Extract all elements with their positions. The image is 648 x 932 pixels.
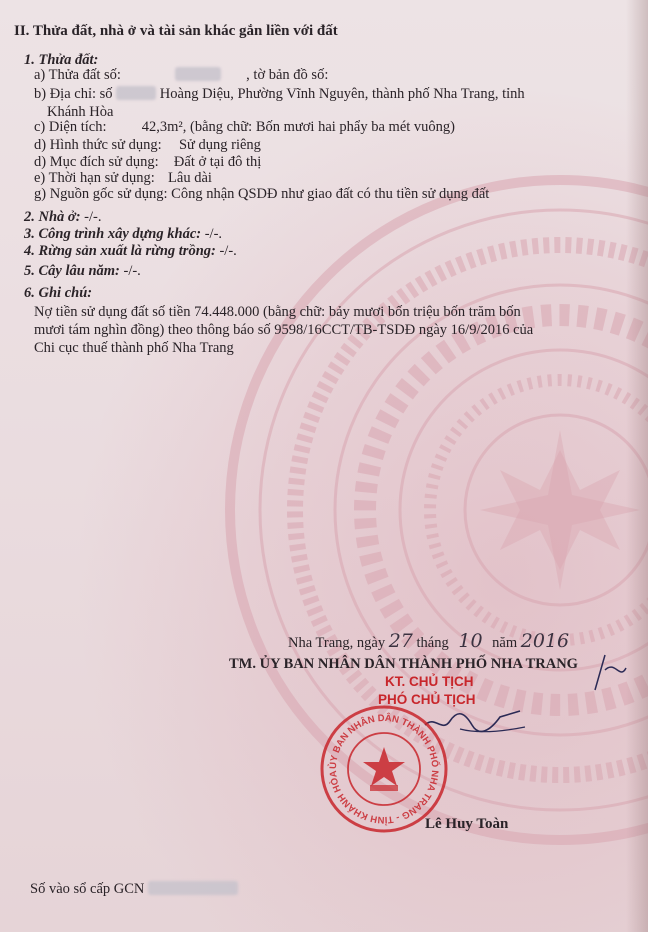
area-row	[34, 118, 455, 136]
signer-name: Lê Huy Toàn	[425, 816, 509, 832]
date-day: 27	[388, 630, 413, 652]
seal-text: ỦY BAN NHÂN DÂN THÀNH PHỐ NHA TRANG - TỈNH KHÁNH HÒA	[327, 712, 441, 826]
address-label: b) Địa chỉ: số	[34, 86, 113, 102]
parcel-number-label: a) Thửa đất số:	[34, 67, 121, 83]
usage-origin-label: g) Nguồn gốc sử dụng:	[34, 186, 168, 202]
date-place: Nha Trang, ngày	[288, 635, 386, 651]
date-year: 2016	[520, 630, 570, 652]
construction-row	[24, 225, 222, 243]
perennial-value: -/-.	[123, 263, 141, 279]
notes-line-3: Chi cục thuế thành phố Nha Trang	[34, 340, 234, 356]
perennial-row	[24, 262, 141, 280]
house-value: -/-.	[84, 209, 102, 225]
house-number-redacted	[116, 86, 156, 100]
usage-term-label: e) Thời hạn sử dụng:	[34, 170, 155, 186]
registry-label: Số vào sổ cấp GCN	[30, 881, 145, 897]
forest-row	[24, 242, 237, 260]
parcel-number-redacted	[175, 67, 221, 81]
issue-date	[288, 632, 569, 652]
committee-title: TM. ỦY BAN NHÂN DÂN THÀNH PHỐ NHA TRANG	[229, 656, 578, 672]
initial-mark-icon	[590, 650, 630, 695]
registry-number-redacted	[148, 881, 238, 895]
position-2: PHÓ CHỦ TỊCH	[378, 692, 476, 707]
notes-heading: 6. Ghi chú:	[24, 285, 93, 301]
position-1: KT. CHỦ TỊCH	[385, 674, 474, 689]
perennial-label: 5. Cây lâu năm:	[24, 263, 120, 279]
area-value: 42,3m², (bằng chữ: Bốn mươi hai phẩy ba mét vuông)	[141, 119, 455, 135]
notes-line-2: mươi tám nghìn đồng) theo thông báo số 9598/16CCT/TB-TSDĐ ngày 16/9/2016 của	[34, 322, 534, 338]
notes-line-1: Nợ tiền sử dụng đất số tiền 74.448.000 (bằng chữ: bảy mươi bốn triệu bốn trăm bốn	[34, 304, 521, 320]
forest-value: -/-.	[219, 243, 237, 259]
date-month-label: tháng	[416, 635, 449, 651]
usage-origin-value: Công nhận QSDĐ như giao đất có thu tiền sử dụng đất	[171, 186, 490, 202]
usage-purpose-value: Đất ở tại đô thị	[173, 154, 262, 170]
land-heading: 1. Thửa đất:	[24, 52, 99, 68]
usage-origin-row	[34, 185, 489, 203]
date-month: 10	[458, 630, 483, 652]
address-value-cont: Khánh Hòa	[47, 104, 114, 120]
usage-form-label: d) Hình thức sử dụng:	[34, 137, 162, 153]
usage-form-row	[34, 136, 261, 154]
registry-row	[30, 880, 238, 898]
map-sheet-label: , tờ bản đồ số:	[246, 67, 329, 83]
usage-purpose-label: d) Mục đích sử dụng:	[34, 154, 159, 170]
usage-form-value: Sử dụng riêng	[178, 137, 261, 153]
forest-label: 4. Rừng sản xuất là rừng trồng:	[24, 243, 216, 259]
house-label: 2. Nhà ở:	[24, 209, 81, 225]
usage-term-value: Lâu dài	[168, 170, 212, 186]
house-row	[24, 208, 101, 226]
address-row	[34, 85, 525, 103]
land-parcel-row	[34, 66, 328, 84]
address-value: Hoàng Diệu, Phường Vĩnh Nguyên, thành phố Nha Trang, tỉnh	[159, 86, 525, 102]
section-title: II. Thửa đất, nhà ở và tài sản khác gắn liền với đất	[14, 23, 338, 39]
construction-label: 3. Công trình xây dựng khác:	[24, 226, 202, 242]
area-label: c) Diện tích:	[34, 119, 107, 135]
date-year-label: năm	[492, 635, 518, 651]
page-edge-shadow	[626, 0, 648, 932]
construction-value: -/-.	[204, 226, 223, 242]
